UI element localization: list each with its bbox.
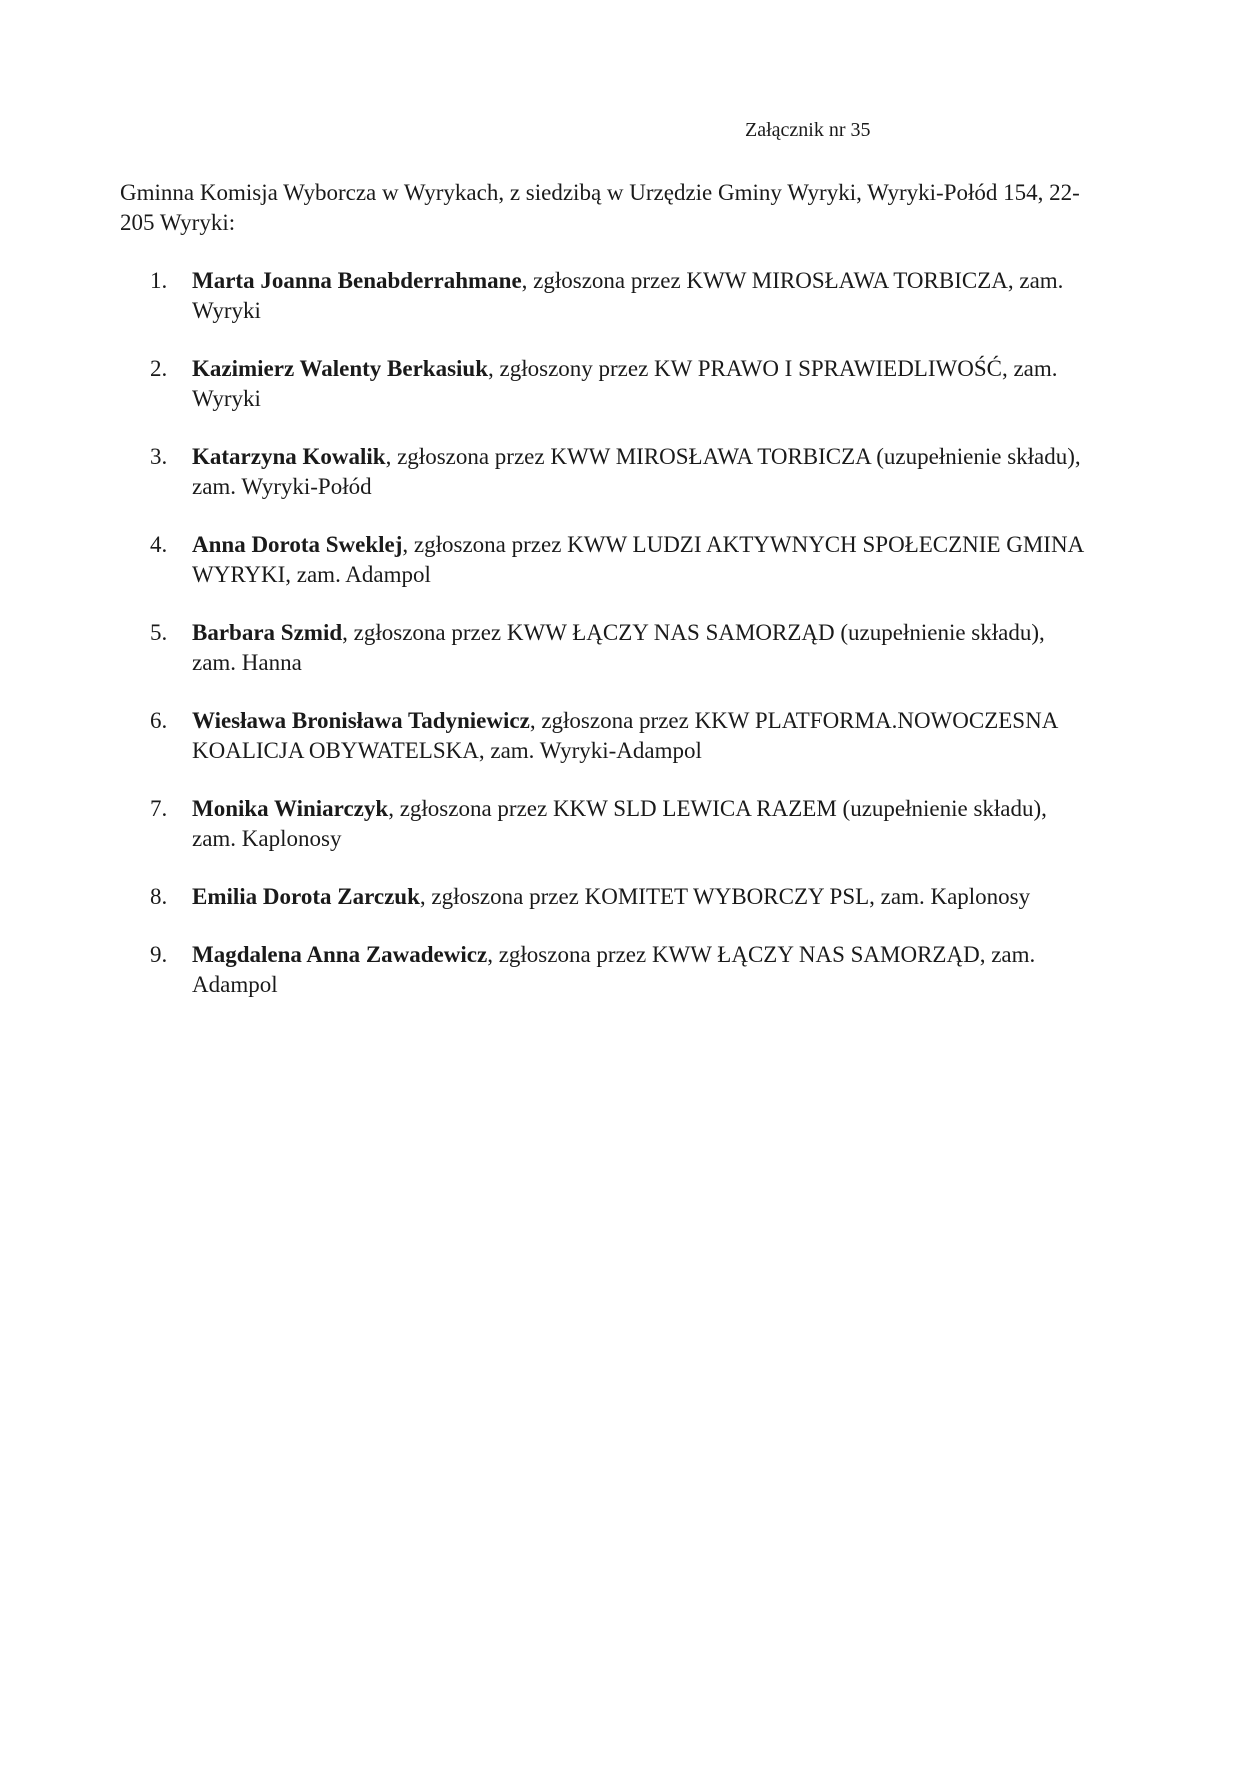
list-item	[120, 794, 1120, 854]
item-text	[192, 530, 1092, 590]
item-number: 2.	[150, 356, 168, 381]
member-name: Katarzyna Kowalik	[192, 444, 386, 469]
member-name: Monika Winiarczyk	[192, 796, 389, 821]
item-number: 8.	[150, 884, 168, 909]
member-name: Wiesława Bronisława Tadyniewicz	[192, 708, 530, 733]
member-details: , zgłoszona przez KWW ŁĄCZY NAS SAMORZĄD (uzupełnienie składu), zam. Hanna	[192, 620, 1045, 675]
member-details: , zgłoszona przez KWW MIROSŁAWA TORBICZA, zam. Wyryki	[192, 268, 1064, 323]
member-name: Anna Dorota Sweklej	[192, 532, 403, 557]
member-list	[120, 266, 1120, 1028]
member-name: Kazimierz Walenty Berkasiuk	[192, 356, 489, 381]
member-details: , zgłoszony przez KW PRAWO I SPRAWIEDLIWOŚĆ, zam. Wyryki	[192, 356, 1058, 411]
list-item	[120, 706, 1120, 766]
list-item	[120, 442, 1120, 502]
list-item	[120, 882, 1120, 912]
item-text	[192, 442, 1092, 502]
member-name: Emilia Dorota Zarczuk	[192, 884, 420, 909]
item-text	[192, 882, 1092, 912]
list-item	[120, 266, 1120, 326]
member-details: , zgłoszona przez KWW MIROSŁAWA TORBICZA (uzupełnienie składu), zam. Wyryki-Połód	[192, 444, 1081, 499]
item-number: 7.	[150, 796, 168, 821]
list-item	[120, 618, 1120, 678]
item-text	[192, 794, 1092, 854]
item-number: 1.	[150, 268, 168, 293]
item-text	[192, 940, 1092, 1000]
item-number: 4.	[150, 532, 168, 557]
member-name: Barbara Szmid	[192, 620, 343, 645]
item-number: 9.	[150, 942, 168, 967]
member-details: , zgłoszona przez KWW ŁĄCZY NAS SAMORZĄD, zam. Adampol	[192, 942, 1036, 997]
item-number: 3.	[150, 444, 168, 469]
list-item	[120, 354, 1120, 414]
item-text	[192, 618, 1092, 678]
member-details: , zgłoszona przez KWW LUDZI AKTYWNYCH SPOŁECZNIE GMINA WYRYKI, zam. Adampol	[192, 532, 1083, 587]
member-details: , zgłoszona przez KKW SLD LEWICA RAZEM (uzupełnienie składu), zam. Kaplonosy	[192, 796, 1047, 851]
attachment-label: Załącznik nr 35	[745, 119, 871, 141]
intro-paragraph: Gminna Komisja Wyborcza w Wyrykach, z siedzibą w Urzędzie Gminy Wyryki, Wyryki-Połód 154, 22-205 Wyryki:	[120, 180, 1080, 235]
member-name: Marta Joanna Benabderrahmane	[192, 268, 522, 293]
member-name: Magdalena Anna Zawadewicz	[192, 942, 488, 967]
member-details: , zgłoszona przez KKW PLATFORMA.NOWOCZESNA KOALICJA OBYWATELSKA, zam. Wyryki-Adampol	[192, 708, 1058, 763]
item-number: 5.	[150, 620, 168, 645]
list-item	[120, 940, 1120, 1000]
item-number: 6.	[150, 708, 168, 733]
member-details: , zgłoszona przez KOMITET WYBORCZY PSL, zam. Kaplonosy	[419, 884, 1031, 909]
item-text	[192, 354, 1092, 414]
list-item	[120, 530, 1120, 590]
item-text	[192, 706, 1092, 766]
item-text	[192, 266, 1092, 326]
